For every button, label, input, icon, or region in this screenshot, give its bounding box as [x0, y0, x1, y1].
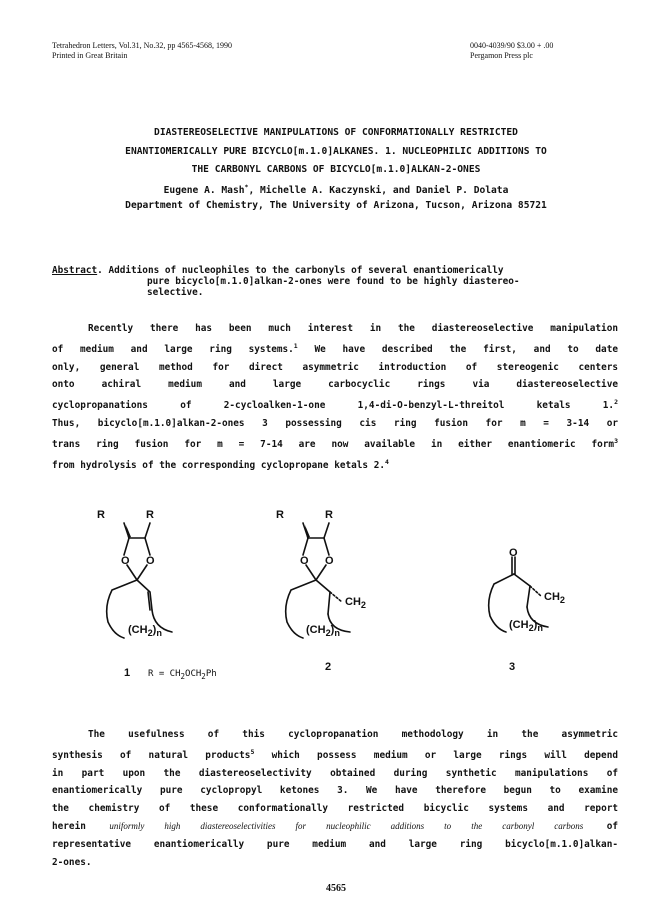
para2-line-2b: which possess medium or large rings will depend	[254, 749, 618, 761]
r-definition: $R = CH_2OCH_2Ph$	[148, 669, 217, 681]
para1-line-7	[52, 433, 618, 454]
r-label-1a: R	[97, 509, 105, 521]
ref-3: 3	[614, 436, 618, 445]
para1-line-8a: from hydrolysis of the corresponding cyclopropane ketals 2.	[52, 459, 386, 471]
para2-line-6-italic: uniformly high diastereoselectivities for nucleophilic additions to the carbonyl carbons	[109, 820, 584, 831]
para1-line-1: Recently there has been much interest in the diastereoselective manipulation	[88, 323, 618, 334]
para1-line-5a: cyclopropanations of 2-cycloalken-1-one 1,4-di-O-benzyl-L-threitol ketals 1.	[52, 400, 615, 412]
paper-title-line-1: DIASTEREOSELECTIVE MANIPULATIONS OF CONFORMATIONALLY RESTRICTED	[154, 127, 518, 138]
r-label-2b: R	[325, 509, 333, 521]
para1-line-7a: trans ring fusion for m = 7-14 are now available in either enantiomeric form	[52, 438, 615, 450]
chain-label-2: $(CH_2)_n$	[306, 624, 340, 639]
para1-line-2	[52, 338, 618, 359]
o-label-2b: O	[325, 555, 334, 567]
ref-5: 5	[250, 747, 255, 756]
para2-line-2a: synthesis of natural products	[52, 749, 251, 761]
journal-citation: Tetrahedron Letters, Vol.31, No.32, pp 4565-4568, 1990	[52, 41, 233, 50]
paper-title-line-2: ENANTIOMERICALLY PURE BICYCLO[m.1.0]ALKANES. 1. NUCLEOPHILIC ADDITIONS TO	[125, 146, 547, 157]
para2-line-3: in part upon the diastereoselectivity obtained during synthetic manipulations of	[52, 767, 618, 779]
publisher: Pergamon Press plc	[470, 51, 533, 60]
para1-line-8	[52, 454, 618, 475]
abstract-line-3: selective.	[147, 287, 204, 298]
para1-line-5	[52, 394, 618, 415]
para2-line-7: representative enantiomerically pure medium and large ring bicyclo[m.1.0]alkan-	[52, 838, 618, 850]
corresponding-mark: *	[244, 183, 249, 191]
abstract	[52, 265, 520, 298]
author-others: , Michelle A. Kaczynski, and Daniel P. Dolata	[248, 185, 509, 196]
intro-paragraph	[52, 320, 618, 474]
author-line	[0, 180, 672, 198]
methodology-paragraph	[52, 726, 618, 871]
r-label-1b: R	[146, 509, 154, 521]
printed-in: Printed in Great Britain	[52, 51, 128, 60]
compound-number-1: 1	[124, 667, 131, 679]
structures-figure	[0, 500, 672, 700]
para1-line-6: Thus, bicyclo[m.1.0]alkan-2-ones 3 possessing cis ring fusion for m = 3-14 or	[52, 417, 618, 429]
o-label-3: O	[509, 547, 518, 559]
para2-line-6a: herein	[52, 820, 86, 832]
para2-line-2	[52, 744, 618, 765]
compound-number-2: 2	[325, 661, 332, 673]
abstract-line-1: . Additions of nucleophiles to the carbonyls of several enantiomerically	[97, 265, 504, 276]
para1-line-2b: We have described the first, and to date	[297, 343, 618, 355]
para2-line-4: enantiomerically pure cyclopropyl ketones 3. We have therefore begun to examine	[52, 785, 618, 797]
abstract-label: Abstract	[52, 265, 98, 276]
ch2-label-2: $CH_2$	[345, 596, 366, 611]
para1-line-2a: of medium and large ring systems.	[52, 343, 294, 355]
chain-label-3: $(CH_2)_n$	[509, 619, 543, 634]
r-label-2a: R	[276, 509, 284, 521]
abstract-line-2: pure bicyclo[m.1.0]alkan-2-ones were found to be highly diastereo-	[147, 276, 520, 287]
author-mash: Eugene A. Mash	[163, 185, 245, 196]
ref-2: 2	[614, 398, 618, 407]
ref-4: 4	[385, 457, 389, 466]
structure-1	[107, 523, 172, 638]
ch2-label-3: $CH_2$	[544, 591, 565, 606]
para2-line-5: the chemistry of these conformationally restricted bicyclic systems and report	[52, 803, 618, 815]
para2-line-6	[52, 818, 618, 836]
o-label-2a: O	[300, 555, 309, 567]
page-number: 4565	[326, 883, 346, 894]
price-code: 0040-4039/90 $3.00 + .00	[470, 41, 554, 50]
para1-line-4: onto achiral medium and large carbocyclic rings via diastereoselective	[52, 379, 618, 391]
structure-2	[286, 523, 350, 638]
chain-label-1: $(CH_2)_n$	[128, 624, 162, 639]
para2-line-6c: of	[606, 820, 618, 832]
para2-line-1: The usefulness of this cyclopropanation methodology in the asymmetric	[88, 729, 618, 740]
compound-number-3: 3	[509, 661, 516, 673]
para2-line-8: 2-ones.	[52, 856, 92, 868]
paper-title-line-3: THE CARBONYL CARBONS OF BICYCLO[m.1.0]ALKAN-2-ONES	[191, 164, 481, 175]
o-label-1b: O	[146, 555, 155, 567]
affiliation: Department of Chemistry, The University of Arizona, Tucson, Arizona 85721	[125, 200, 547, 211]
para1-line-3: only, general method for direct asymmetric introduction of stereogenic centers	[52, 361, 618, 373]
o-label-1a: O	[121, 555, 130, 567]
ref-1: 1	[293, 341, 298, 350]
